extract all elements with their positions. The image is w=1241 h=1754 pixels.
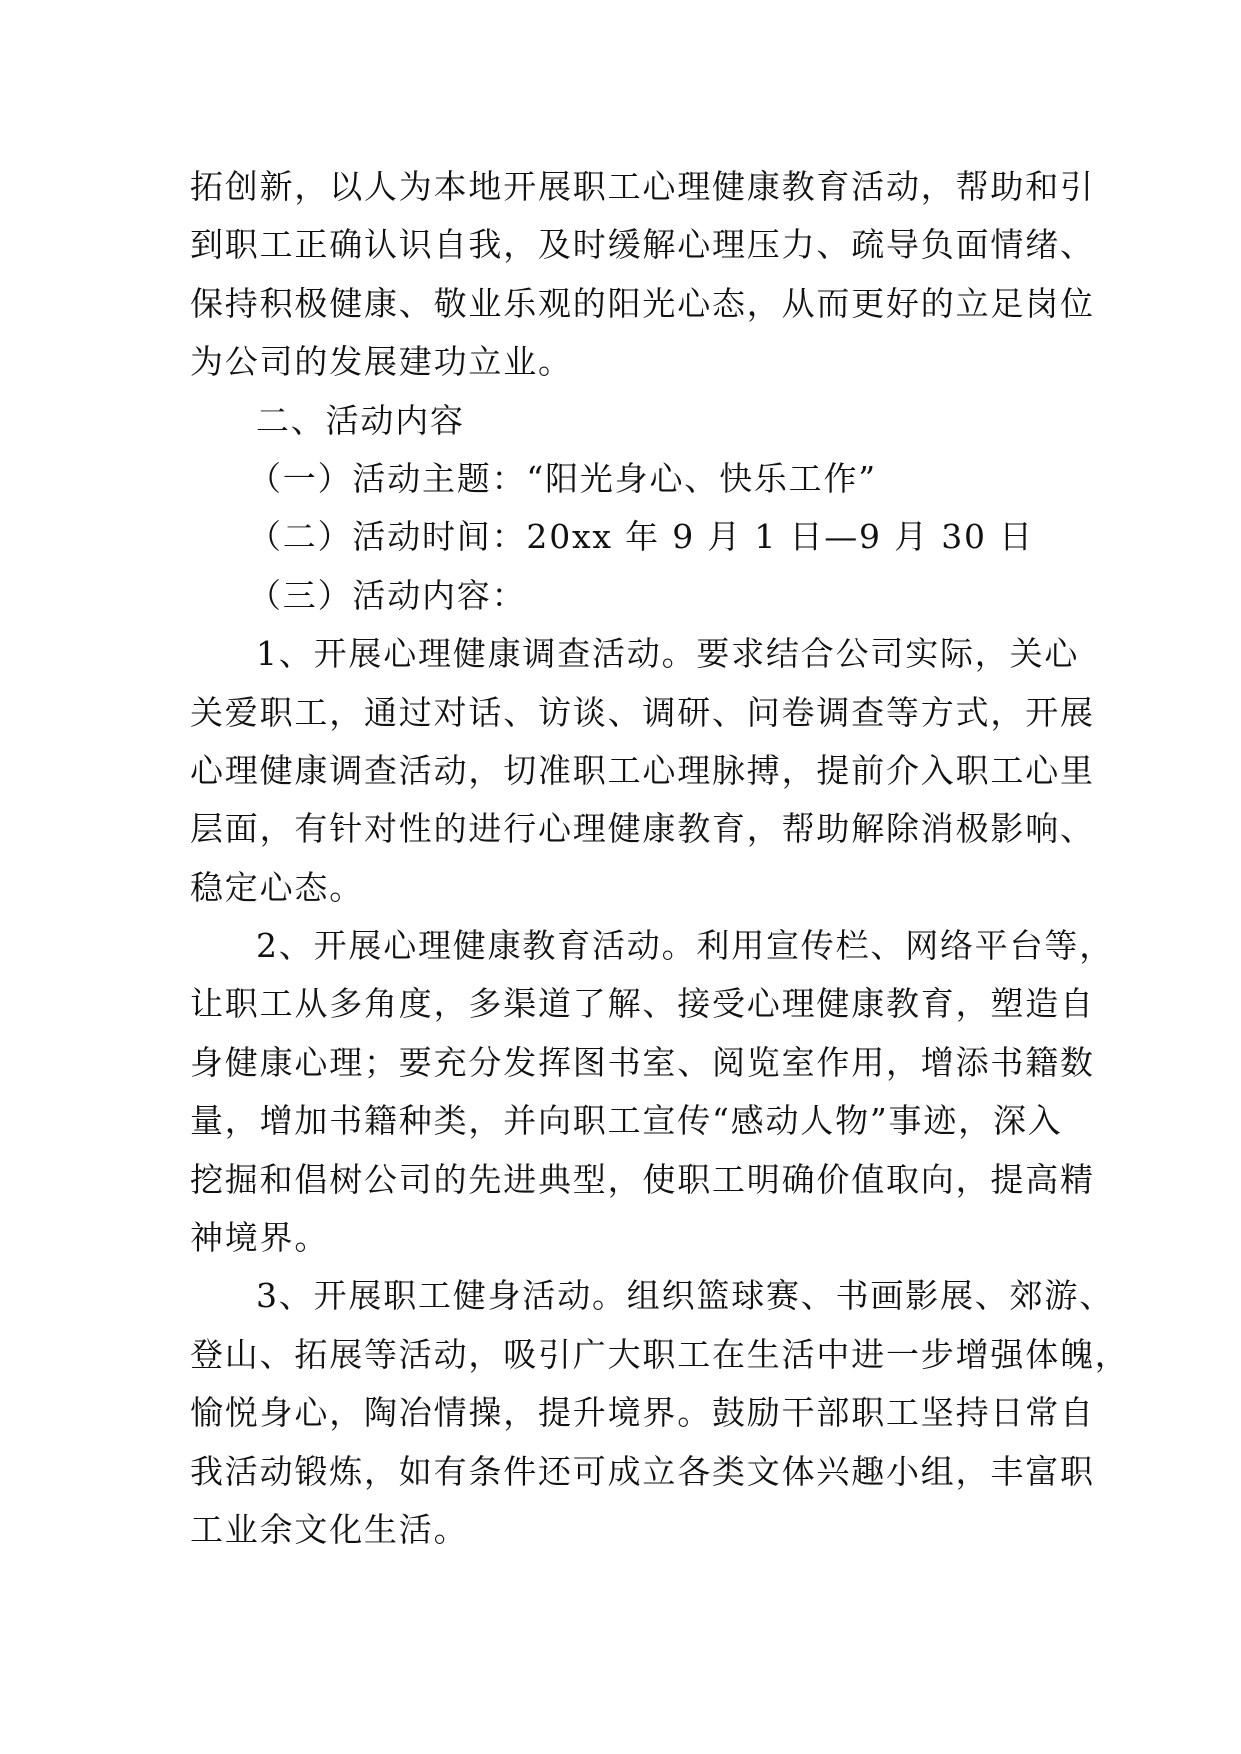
text-line: 让职工从多角度，多渠道了解、接受心理健康教育，塑造自 — [190, 984, 1095, 1024]
text-line: （三）活动内容： — [248, 575, 527, 615]
document-body — [190, 158, 1130, 1559]
text-line: 登山、拓展等活动，吸引广大职工在生活中进一步增强体魄， — [190, 1334, 1130, 1374]
text-line: （二）活动时间：20xx 年 9 月 1 日—9 月 30 日 — [248, 517, 1034, 557]
text-line: 稳定心态。 — [190, 867, 364, 907]
text-line: 挖掘和倡树公司的先进典型，使职工明确价值取向，提高精 — [190, 1159, 1095, 1199]
text-line: 二、活动内容 — [256, 400, 465, 440]
text-line: 层面，有针对性的进行心理健康教育，帮助解除消极影响、 — [190, 809, 1095, 849]
text-line: 为公司的发展建功立业。 — [190, 342, 573, 382]
text-line: 我活动锻炼，如有条件还可成立各类文体兴趣小组，丰富职 — [190, 1451, 1095, 1491]
text-line: 身健康心理；要充分发挥图书室、阅览室作用，增添书籍数 — [190, 1042, 1095, 1082]
text-line: 1、开展心理健康调查活动。要求结合公司实际，关心 — [256, 634, 1080, 674]
text-line: 量，增加书籍种类，并向职工宣传“感动人物”事迹，深入 — [190, 1101, 1063, 1141]
text-line: 到职工正确认识自我，及时缓解心理压力、疏导负面情绪、 — [190, 225, 1095, 265]
text-line: 神境界。 — [190, 1218, 330, 1258]
text-line: 3、开展职工健身活动。组织篮球赛、书画影展、郊游、 — [256, 1276, 1114, 1316]
text-line: 关爱职工，通过对话、访谈、调研、问卷调查等方式，开展 — [190, 692, 1095, 732]
text-line: 拓创新，以人为本地开展职工心理健康教育活动，帮助和引 — [190, 167, 1095, 206]
text-line: 愉悦身心，陶冶情操，提升境界。鼓励干部职工坚持日常自 — [190, 1393, 1095, 1433]
text-line: 心理健康调查活动，切准职工心理脉搏，提前介入职工心里 — [190, 750, 1095, 790]
text-line: 2、开展心理健康教育活动。利用宣传栏、网络平台等， — [256, 926, 1114, 966]
text-line: （一）活动主题：“阳光身心、快乐工作” — [248, 458, 877, 498]
text-line: 工业余文化生活。 — [190, 1509, 469, 1549]
text-line: 保持积极健康、敬业乐观的阳光心态，从而更好的立足岗位 — [190, 283, 1095, 323]
